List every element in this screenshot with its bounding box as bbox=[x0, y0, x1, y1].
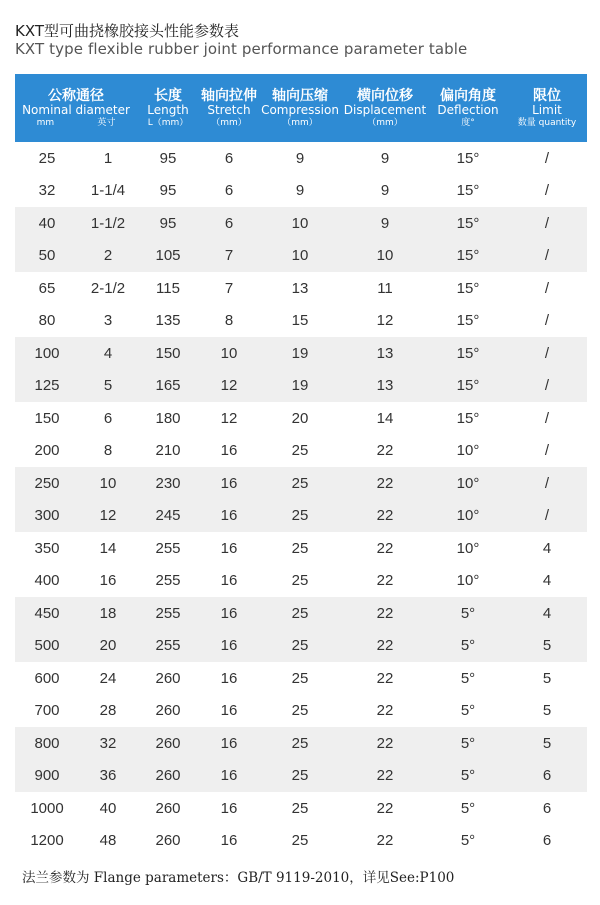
cell-deflection: 5° bbox=[460, 734, 476, 752]
cell-stretch: 16 bbox=[220, 539, 238, 557]
cell-nominal-mm: 200 bbox=[34, 442, 60, 460]
cell-compression: 20 bbox=[291, 409, 309, 427]
cell-stretch: 16 bbox=[220, 799, 238, 817]
cell-deflection: 10° bbox=[456, 539, 480, 557]
cell-displacement: 22 bbox=[376, 474, 394, 492]
header-deflection-unit: 度° bbox=[461, 117, 475, 128]
cell-displacement: 22 bbox=[376, 767, 394, 785]
cell-deflection: 10° bbox=[456, 572, 480, 590]
cell-stretch: 16 bbox=[220, 572, 238, 590]
cell-limit: 6 bbox=[542, 832, 552, 850]
cell-displacement: 22 bbox=[376, 734, 394, 752]
table-row bbox=[15, 175, 587, 208]
cell-limit: / bbox=[544, 507, 550, 525]
cell-displacement: 9 bbox=[380, 214, 390, 232]
cell-displacement: 13 bbox=[376, 377, 394, 395]
table-row bbox=[15, 435, 587, 468]
cell-displacement: 13 bbox=[376, 344, 394, 362]
cell-compression: 9 bbox=[295, 182, 305, 200]
table-row bbox=[15, 792, 587, 825]
cell-limit: 6 bbox=[542, 799, 552, 817]
cell-nominal-inch: 32 bbox=[99, 734, 117, 752]
header-nominal-diameter bbox=[15, 74, 137, 142]
cell-stretch: 8 bbox=[224, 312, 234, 330]
cell-length: 255 bbox=[155, 637, 181, 655]
cell-compression: 25 bbox=[291, 442, 309, 460]
header-limit-cn: 限位 bbox=[533, 87, 561, 104]
cell-length: 180 bbox=[155, 409, 181, 427]
cell-stretch: 16 bbox=[220, 669, 238, 687]
cell-deflection: 15° bbox=[456, 312, 480, 330]
cell-limit: / bbox=[544, 474, 550, 492]
page-title-en: KXT type flexible rubber joint performance parameter table bbox=[15, 40, 468, 58]
cell-deflection: 15° bbox=[456, 409, 480, 427]
header-nominal-units bbox=[15, 118, 137, 128]
cell-length: 245 bbox=[155, 507, 181, 525]
cell-compression: 25 bbox=[291, 767, 309, 785]
table-row bbox=[15, 272, 587, 305]
cell-nominal-mm: 50 bbox=[38, 247, 56, 265]
cell-compression: 19 bbox=[291, 377, 309, 395]
cell-displacement: 22 bbox=[376, 799, 394, 817]
cell-displacement: 22 bbox=[376, 702, 394, 720]
table-row bbox=[15, 695, 587, 728]
cell-stretch: 12 bbox=[220, 377, 238, 395]
cell-length: 260 bbox=[155, 669, 181, 687]
cell-length: 210 bbox=[155, 442, 181, 460]
header-deflection bbox=[429, 74, 507, 142]
header-compression-unit: （mm） bbox=[282, 117, 318, 128]
table-row bbox=[15, 727, 587, 760]
cell-deflection: 5° bbox=[460, 637, 476, 655]
cell-limit: 5 bbox=[542, 637, 552, 655]
cell-nominal-inch: 48 bbox=[99, 832, 117, 850]
cell-deflection: 5° bbox=[460, 767, 476, 785]
cell-length: 230 bbox=[155, 474, 181, 492]
cell-compression: 15 bbox=[291, 312, 309, 330]
cell-nominal-inch: 1-1/2 bbox=[90, 214, 126, 232]
cell-nominal-inch: 12 bbox=[99, 507, 117, 525]
cell-compression: 25 bbox=[291, 702, 309, 720]
table-row bbox=[15, 337, 587, 370]
cell-deflection: 15° bbox=[456, 149, 480, 167]
cell-limit: / bbox=[544, 409, 550, 427]
header-deflection-en: Deflection bbox=[437, 102, 499, 117]
cell-nominal-mm: 800 bbox=[34, 734, 60, 752]
header-nominal-inch: 英寸 bbox=[97, 117, 116, 128]
table-row bbox=[15, 402, 587, 435]
header-limit-unit: 数量 quantity bbox=[517, 117, 577, 128]
cell-displacement: 9 bbox=[380, 149, 390, 167]
cell-limit: / bbox=[544, 214, 550, 232]
cell-displacement: 11 bbox=[377, 279, 393, 297]
cell-length: 95 bbox=[159, 149, 177, 167]
cell-nominal-mm: 250 bbox=[34, 474, 60, 492]
cell-nominal-mm: 1200 bbox=[30, 832, 64, 850]
cell-deflection: 5° bbox=[460, 799, 476, 817]
cell-nominal-inch: 2-1/2 bbox=[90, 279, 126, 297]
cell-compression: 25 bbox=[291, 832, 309, 850]
cell-nominal-inch: 20 bbox=[99, 637, 117, 655]
cell-compression: 19 bbox=[291, 344, 309, 362]
table-row bbox=[15, 597, 587, 630]
cell-displacement: 14 bbox=[376, 409, 394, 427]
cell-displacement: 12 bbox=[376, 312, 394, 330]
header-compression-cn: 轴向压缩 bbox=[272, 87, 328, 104]
header-length-cn: 长度 bbox=[154, 87, 182, 104]
table-row bbox=[15, 467, 587, 500]
table-row bbox=[15, 207, 587, 240]
cell-stretch: 7 bbox=[224, 279, 234, 297]
cell-nominal-inch: 18 bbox=[99, 604, 117, 622]
cell-length: 150 bbox=[155, 344, 181, 362]
cell-deflection: 5° bbox=[460, 832, 476, 850]
cell-compression: 10 bbox=[291, 214, 309, 232]
parameter-table bbox=[15, 74, 587, 857]
cell-stretch: 16 bbox=[220, 442, 238, 460]
cell-stretch: 6 bbox=[224, 214, 234, 232]
cell-nominal-mm: 600 bbox=[34, 669, 60, 687]
cell-limit: 4 bbox=[542, 539, 552, 557]
header-deflection-cn: 偏向角度 bbox=[440, 87, 496, 104]
cell-limit: / bbox=[544, 247, 550, 265]
cell-limit: / bbox=[544, 279, 550, 297]
cell-deflection: 15° bbox=[456, 279, 480, 297]
cell-displacement: 10 bbox=[376, 247, 394, 265]
cell-nominal-inch: 5 bbox=[103, 377, 113, 395]
cell-nominal-inch: 8 bbox=[103, 442, 113, 460]
table-row bbox=[15, 662, 587, 695]
cell-stretch: 6 bbox=[224, 182, 234, 200]
table-row bbox=[15, 825, 587, 858]
header-stretch bbox=[199, 74, 259, 142]
cell-stretch: 16 bbox=[220, 507, 238, 525]
cell-deflection: 5° bbox=[460, 702, 476, 720]
cell-stretch: 16 bbox=[220, 734, 238, 752]
cell-length: 105 bbox=[155, 247, 181, 265]
table-header bbox=[15, 74, 587, 142]
cell-length: 260 bbox=[155, 734, 181, 752]
cell-nominal-mm: 100 bbox=[34, 344, 60, 362]
cell-length: 95 bbox=[159, 214, 177, 232]
cell-nominal-mm: 32 bbox=[38, 182, 56, 200]
cell-limit: 5 bbox=[542, 669, 552, 687]
cell-nominal-inch: 6 bbox=[103, 409, 113, 427]
cell-nominal-inch: 3 bbox=[103, 312, 113, 330]
cell-stretch: 16 bbox=[220, 767, 238, 785]
cell-displacement: 22 bbox=[376, 572, 394, 590]
cell-stretch: 10 bbox=[220, 344, 238, 362]
cell-nominal-mm: 350 bbox=[34, 539, 60, 557]
cell-compression: 13 bbox=[291, 279, 309, 297]
flange-note: 法兰参数为 Flange parameters：GB/T 9119-2010，详见See:P100 bbox=[22, 870, 455, 886]
cell-compression: 25 bbox=[291, 507, 309, 525]
cell-deflection: 10° bbox=[456, 507, 480, 525]
cell-limit: / bbox=[544, 312, 550, 330]
cell-stretch: 6 bbox=[224, 149, 234, 167]
cell-limit: / bbox=[544, 182, 550, 200]
header-length-unit: L（mm） bbox=[147, 117, 189, 128]
cell-nominal-mm: 65 bbox=[38, 279, 56, 297]
cell-nominal-mm: 400 bbox=[34, 572, 60, 590]
cell-length: 95 bbox=[159, 182, 177, 200]
header-displacement-en: Displacement bbox=[343, 102, 427, 117]
header-displacement-cn: 横向位移 bbox=[357, 87, 413, 104]
table-row bbox=[15, 760, 587, 793]
cell-compression: 25 bbox=[291, 604, 309, 622]
table-row bbox=[15, 240, 587, 273]
table-row bbox=[15, 500, 587, 533]
cell-nominal-inch: 14 bbox=[99, 539, 117, 557]
cell-limit: 4 bbox=[542, 604, 552, 622]
cell-displacement: 22 bbox=[376, 832, 394, 850]
cell-limit: 5 bbox=[542, 702, 552, 720]
cell-length: 260 bbox=[155, 767, 181, 785]
cell-nominal-inch: 36 bbox=[99, 767, 117, 785]
cell-stretch: 16 bbox=[220, 832, 238, 850]
cell-stretch: 16 bbox=[220, 474, 238, 492]
cell-compression: 25 bbox=[291, 799, 309, 817]
cell-length: 255 bbox=[155, 572, 181, 590]
cell-displacement: 22 bbox=[376, 442, 394, 460]
cell-nominal-mm: 125 bbox=[34, 377, 60, 395]
cell-displacement: 22 bbox=[376, 604, 394, 622]
cell-stretch: 16 bbox=[220, 702, 238, 720]
cell-nominal-mm: 450 bbox=[34, 604, 60, 622]
cell-nominal-mm: 80 bbox=[38, 312, 56, 330]
header-nominal-cn: 公称通径 bbox=[48, 87, 104, 104]
cell-compression: 9 bbox=[295, 149, 305, 167]
cell-nominal-mm: 1000 bbox=[30, 799, 64, 817]
cell-deflection: 15° bbox=[456, 344, 480, 362]
header-length bbox=[137, 74, 199, 142]
cell-nominal-mm: 40 bbox=[38, 214, 56, 232]
cell-nominal-mm: 700 bbox=[34, 702, 60, 720]
cell-nominal-mm: 300 bbox=[34, 507, 60, 525]
cell-deflection: 15° bbox=[456, 377, 480, 395]
cell-stretch: 12 bbox=[220, 409, 238, 427]
table-row bbox=[15, 142, 587, 175]
cell-compression: 25 bbox=[291, 734, 309, 752]
cell-deflection: 5° bbox=[460, 669, 476, 687]
header-displacement-unit: （mm） bbox=[367, 117, 403, 128]
cell-length: 260 bbox=[155, 702, 181, 720]
cell-deflection: 10° bbox=[456, 442, 480, 460]
cell-nominal-inch: 28 bbox=[99, 702, 117, 720]
cell-nominal-mm: 25 bbox=[38, 149, 56, 167]
cell-compression: 25 bbox=[291, 474, 309, 492]
page-title-cn: KXT型可曲挠橡胶接头性能参数表 bbox=[15, 22, 240, 40]
table-body bbox=[15, 142, 587, 857]
cell-length: 165 bbox=[155, 377, 181, 395]
cell-stretch: 16 bbox=[220, 604, 238, 622]
cell-nominal-inch: 10 bbox=[99, 474, 117, 492]
cell-length: 255 bbox=[155, 604, 181, 622]
cell-compression: 25 bbox=[291, 637, 309, 655]
cell-displacement: 22 bbox=[376, 507, 394, 525]
cell-compression: 25 bbox=[291, 539, 309, 557]
table-row bbox=[15, 630, 587, 663]
cell-nominal-mm: 900 bbox=[34, 767, 60, 785]
cell-nominal-inch: 2 bbox=[103, 247, 113, 265]
header-compression-en: Compression bbox=[261, 102, 339, 117]
header-limit bbox=[507, 74, 587, 142]
table-row bbox=[15, 565, 587, 598]
cell-limit: / bbox=[544, 344, 550, 362]
cell-nominal-inch: 24 bbox=[99, 669, 117, 687]
cell-limit: 4 bbox=[542, 572, 552, 590]
cell-stretch: 16 bbox=[220, 637, 238, 655]
cell-limit: / bbox=[544, 377, 550, 395]
cell-length: 135 bbox=[155, 312, 181, 330]
cell-nominal-mm: 150 bbox=[34, 409, 60, 427]
table-row bbox=[15, 532, 587, 565]
cell-compression: 25 bbox=[291, 572, 309, 590]
header-nominal-mm: mm bbox=[36, 117, 55, 128]
cell-limit: 5 bbox=[542, 734, 552, 752]
header-length-en: Length bbox=[147, 102, 189, 117]
cell-displacement: 22 bbox=[376, 637, 394, 655]
table-row bbox=[15, 370, 587, 403]
cell-deflection: 15° bbox=[456, 182, 480, 200]
cell-nominal-inch: 4 bbox=[103, 344, 113, 362]
header-nominal-en: Nominal diameter bbox=[22, 102, 130, 117]
cell-nominal-inch: 40 bbox=[99, 799, 117, 817]
cell-displacement: 9 bbox=[380, 182, 390, 200]
cell-limit: / bbox=[544, 442, 550, 460]
header-limit-en: Limit bbox=[532, 102, 562, 117]
cell-nominal-inch: 1 bbox=[103, 149, 113, 167]
header-stretch-unit: （mm） bbox=[211, 117, 247, 128]
cell-deflection: 15° bbox=[456, 247, 480, 265]
cell-displacement: 22 bbox=[376, 669, 394, 687]
header-displacement bbox=[341, 74, 429, 142]
cell-deflection: 10° bbox=[456, 474, 480, 492]
cell-compression: 25 bbox=[291, 669, 309, 687]
cell-length: 115 bbox=[156, 279, 180, 297]
cell-nominal-inch: 1-1/4 bbox=[90, 182, 126, 200]
header-stretch-cn: 轴向拉伸 bbox=[201, 87, 257, 104]
header-compression bbox=[259, 74, 341, 142]
header-stretch-en: Stretch bbox=[207, 102, 251, 117]
cell-displacement: 22 bbox=[376, 539, 394, 557]
cell-deflection: 5° bbox=[460, 604, 476, 622]
cell-limit: 6 bbox=[542, 767, 552, 785]
cell-compression: 10 bbox=[291, 247, 309, 265]
cell-stretch: 7 bbox=[224, 247, 234, 265]
cell-length: 255 bbox=[155, 539, 181, 557]
cell-limit: / bbox=[544, 149, 550, 167]
cell-deflection: 15° bbox=[456, 214, 480, 232]
cell-nominal-inch: 16 bbox=[99, 572, 117, 590]
cell-nominal-mm: 500 bbox=[34, 637, 60, 655]
cell-length: 260 bbox=[155, 832, 181, 850]
table-row bbox=[15, 305, 587, 338]
cell-length: 260 bbox=[155, 799, 181, 817]
